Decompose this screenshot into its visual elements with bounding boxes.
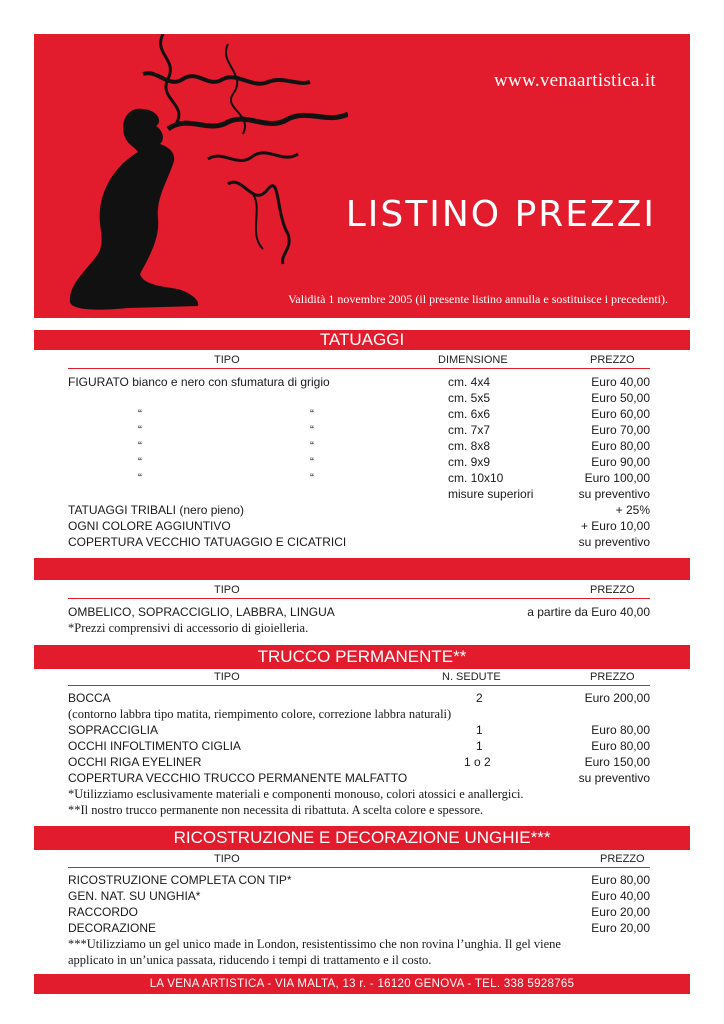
col-tipo: TIPO xyxy=(214,354,240,366)
trucco-note-1: *Utilizziamo esclusivamente materiali e componenti monouso, colori atossici e anallergici. xyxy=(68,787,524,801)
logo-woman-silhouette xyxy=(48,34,348,318)
footer-contact: LA VENA ARTISTICA - VIA MALTA, 13 r. - 16120 GENOVA - TEL. 338 5928765 xyxy=(34,974,690,994)
col-prezzo: PREZZO xyxy=(600,853,645,865)
table-header-unghie xyxy=(68,853,650,868)
col-prezzo: PREZZO xyxy=(590,584,635,596)
hero-banner xyxy=(34,34,690,318)
unghie-note-2: applicato in un’unica passata, riducendo i tempi di trattamento e il costo. xyxy=(68,953,432,967)
ditto-mark: “ xyxy=(310,439,314,453)
ditto-mark: “ xyxy=(310,455,314,469)
website-url[interactable]: www.venaartistica.it xyxy=(494,70,656,91)
trucco-note-2: **Il nostro trucco permanente non necessita di ribattuta. A scelta colore e spessore. xyxy=(68,803,484,817)
unghie-note-1: ***Utilizziamo un gel unico made in London, resistentissimo che non rovina l’unghia. Il gel viene xyxy=(68,937,561,951)
section-title-unghie: RICOSTRUZIONE E DECORAZIONE UNGHIE*** xyxy=(34,826,690,850)
ditto-mark: “ xyxy=(138,423,142,437)
table-header-trucco xyxy=(68,671,650,686)
col-tipo: TIPO xyxy=(214,584,240,596)
ditto-mark: “ xyxy=(138,471,142,485)
ditto-mark: “ xyxy=(310,423,314,437)
col-tipo: TIPO xyxy=(214,671,240,683)
ditto-mark: “ xyxy=(310,407,314,421)
table-header-piercing xyxy=(68,584,650,599)
page-title: LISTINO PREZZI xyxy=(345,194,656,235)
section-title-trucco: TRUCCO PERMANENTE** xyxy=(34,645,690,669)
col-prezzo: PREZZO xyxy=(590,354,635,366)
price-list-sheet: www.venaartistica.it LISTINO PREZZI Validità 1 novembre 2005 (il presente listino annulla e sostituisce i precedenti). TATUAGGI TIPO DIMENSIONE PREZZO FIGURATO bianco e nero con sfumatura di grigio cm. 4x4 Euro 40,00 cm. 5x5 Euro 50,00 “ “ cm. 6x6 Euro 60,00 “ “ cm. 7x7 Euro 70,00 “ “ cm. 8x8 Euro 80,00 “ “ cm. 9x9 Euro 90,00 “ “ cm. 10x10 Euro 100,00 misure superiori su preventivo TATUAGGI TRIBALI (nero pieno) + 25% OGNI COLORE AGGIUNTIVO + Euro 10,00 COPERTURA VECCHIO TATUAGGIO E CICATRICI su preventivo TIPO PREZZO OMBELICO, SOPRACCIGLIO, LABBRA, LINGUA a partire da Euro 40,00 *Prezzi comprensivi di accessorio di gioielleria. TRUCCO PERMANENTE** TIPO N. SEDUTE PREZZO BOCCA 2 Euro 200,00 (contorno labbra tipo matita, riempimento colore, correzione labbra naturali) SOPRACCIGLIA 1 Euro 80,00 OCCHI INFOLTIMENTO CIGLIA 1 Euro 80,00 OCCHI RIGA EYELINER 1 o 2 Euro 150,00 COPERTURA VECCHIO TRUCCO PERMANENTE MALFATTO su preventivo *Utilizziamo esclusivamente materiali e componenti monouso, colori atossici e anallergici. **Il nostro trucco permanente non necessita di ribattuta. A scelta colore e spessore. RICOSTRUZIONE E DECORAZIONE UNGHIE*** TIPO PREZZO RICOSTRUZIONE COMPLETA CON TIP* Euro 80,00 GEN. NAT. SU UNGHIA* Euro 40,00 RACCORDO Euro 20,00 DECORAZIONE Euro 20,00 ***Utilizziamo un gel unico made in London, resistentissimo che non rovina l’unghia. Il gel viene applicato in un’unica passata, riducendo i tempi di trattamento e il costo. LA VENA ARTISTICA - VIA MALTA, 13 r. - 16120 GENOVA - TEL. 338 5928765 xyxy=(34,34,690,994)
col-sedute: N. SEDUTE xyxy=(442,671,501,683)
section-bar-piercing xyxy=(34,558,690,580)
ditto-mark: “ xyxy=(138,455,142,469)
piercing-note: *Prezzi comprensivi di accessorio di gioielleria. xyxy=(68,621,309,635)
col-dimensione: DIMENSIONE xyxy=(438,354,508,366)
ditto-mark: “ xyxy=(310,471,314,485)
col-prezzo: PREZZO xyxy=(590,671,635,683)
section-title-tatuaggi: TATUAGGI xyxy=(34,330,690,350)
ditto-mark: “ xyxy=(138,407,142,421)
validity-note: Validità 1 novembre 2005 (il presente listino annulla e sostituisce i precedenti). xyxy=(288,292,668,306)
col-tipo: TIPO xyxy=(214,853,240,865)
table-header-tatuaggi xyxy=(68,354,650,369)
ditto-mark: “ xyxy=(138,439,142,453)
